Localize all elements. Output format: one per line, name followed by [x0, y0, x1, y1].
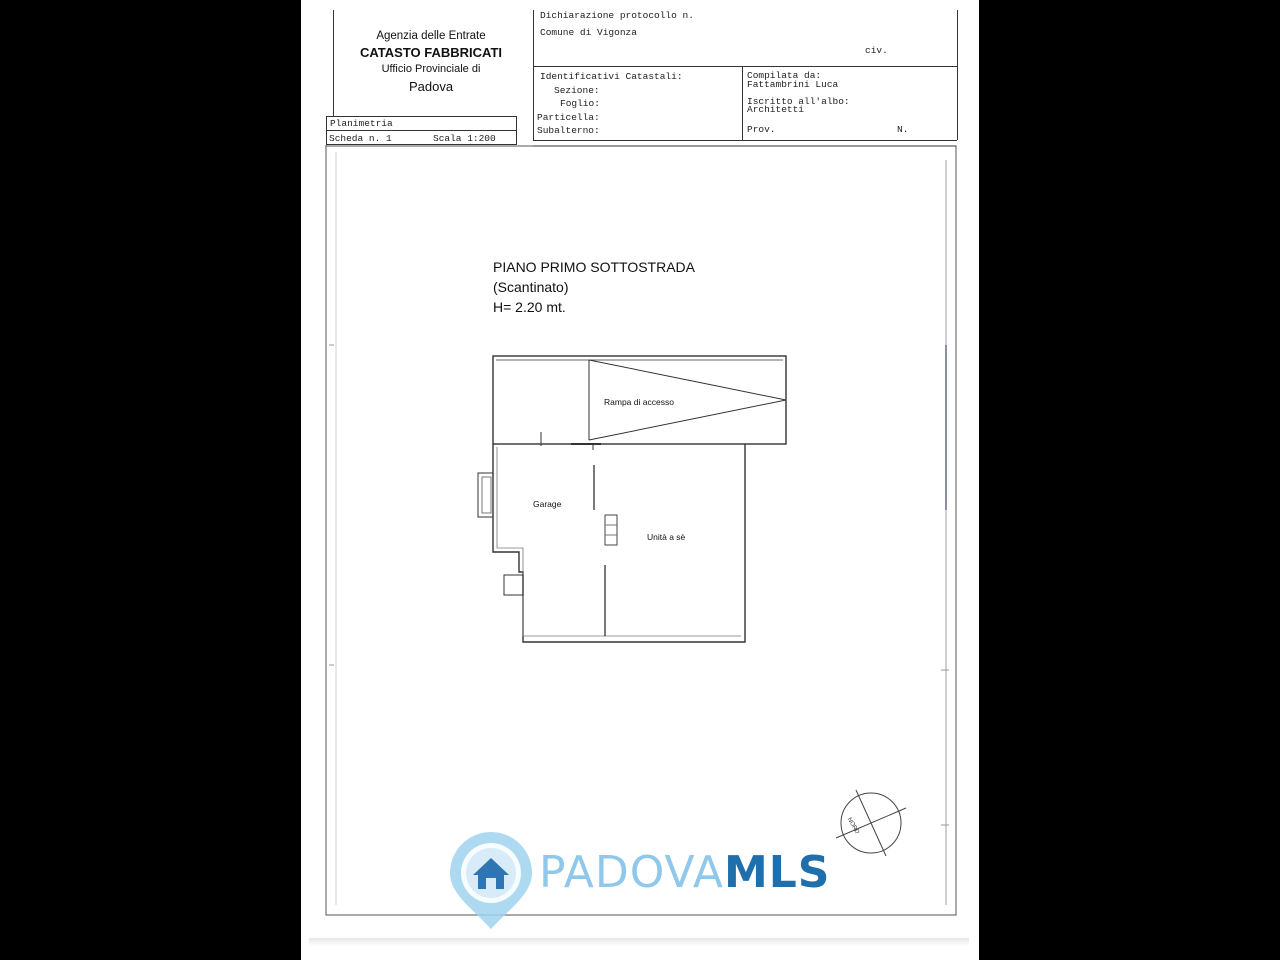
compass-label: NORD	[845, 816, 860, 836]
plan-scheda: Scheda n. 1	[329, 133, 392, 144]
watermark-text	[539, 847, 830, 898]
plan-type: Planimetria	[330, 118, 393, 129]
room-label-unit: Unità a sè	[647, 532, 686, 542]
n-label: N.	[897, 124, 909, 135]
room-label-ramp: Rampa di accesso	[604, 397, 674, 407]
location-pin-icon	[446, 828, 536, 933]
plan-scale: Scala 1:200	[433, 133, 496, 144]
page-bottom-shadow	[309, 938, 969, 946]
plan-subtitle: (Scantinato)	[493, 279, 569, 295]
compiled-label: Compilata da:	[747, 70, 822, 81]
sezione-label: Sezione:	[554, 85, 600, 96]
compiled-name: Fattambrini Luca	[747, 79, 839, 90]
foglio-label: Foglio:	[560, 98, 600, 109]
particella-label: Particella:	[537, 112, 600, 123]
watermark-text-part1: PADOVA	[539, 847, 724, 898]
document-page	[301, 0, 979, 960]
watermark-logo	[446, 828, 536, 933]
declaration-label: Dichiarazione protocollo n.	[540, 10, 694, 21]
comune-label: Comune di Vigonza	[540, 27, 637, 38]
identifiers-title: Identificativi Catastali:	[540, 71, 683, 82]
agency-city: Padova	[408, 79, 454, 94]
watermark-text-part2: MLS	[723, 847, 831, 898]
albo-value: Architetti	[747, 104, 805, 115]
prov-label: Prov.	[747, 124, 776, 135]
room-label-garage: Garage	[533, 499, 562, 509]
agency-name: Agenzia delle Entrate	[376, 30, 486, 42]
plan-title: PIANO PRIMO SOTTOSTRADA	[493, 259, 695, 275]
albo-label: Iscritto all'albo:	[747, 96, 850, 107]
agency-department: CATASTO FABBRICATI	[359, 45, 503, 60]
agency-office: Ufficio Provinciale di	[381, 63, 481, 75]
civ-label: civ.	[865, 45, 888, 56]
subalterno-label: Subalterno:	[537, 125, 600, 136]
floor-plan-drawing	[301, 0, 979, 960]
plan-height: H= 2.20 mt.	[493, 299, 566, 315]
